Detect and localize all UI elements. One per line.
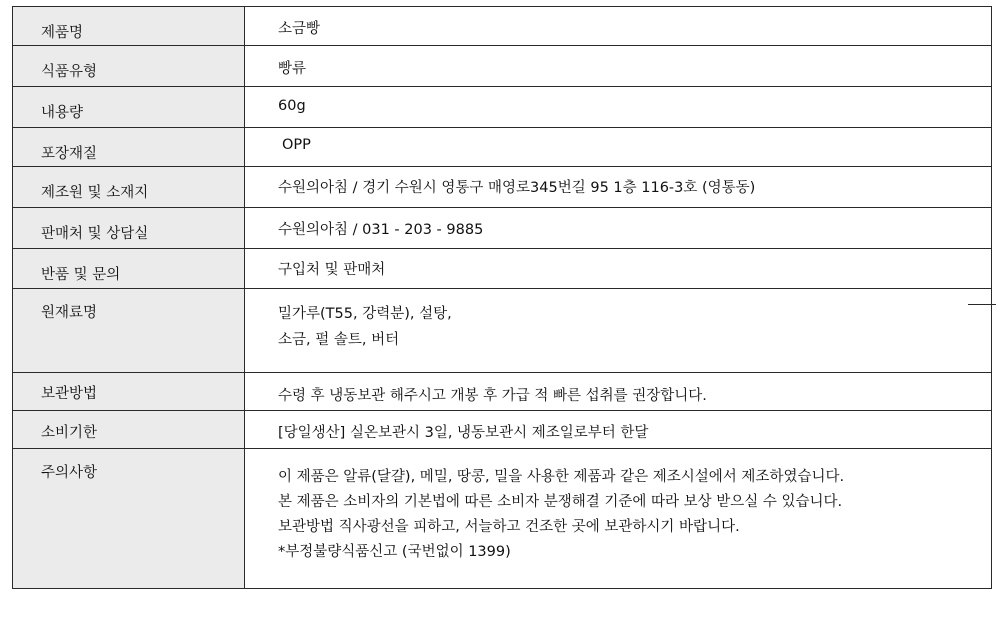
label-product-name <box>13 7 245 46</box>
value-caution <box>245 449 992 589</box>
value-line: 이 제품은 알류(달걀), 메밀, 땅콩, 밀을 사용한 제품과 같은 제조시설에서 제조하였습니다. <box>278 469 845 485</box>
label-net-content <box>13 87 245 128</box>
label-returns <box>13 249 245 289</box>
value-ingredients <box>245 289 992 373</box>
label-text: 포장재질 <box>41 146 98 162</box>
row-ingredients <box>13 289 992 373</box>
row-packaging <box>13 128 992 167</box>
label-food-type <box>13 46 245 87</box>
label-text: 반품 및 문의 <box>41 267 121 283</box>
label-text: 원재료명 <box>41 305 98 321</box>
value-line: 소금, 펄 솔트, 버터 <box>278 332 400 348</box>
value-returns <box>245 249 992 289</box>
label-text: 주의사항 <box>41 465 98 481</box>
product-info-table <box>12 6 992 589</box>
value-text: OPP <box>282 137 311 153</box>
value-product-name <box>245 7 992 46</box>
value-line: 본 제품은 소비자의 기본법에 따른 소비자 분쟁해결 기준에 따라 보상 받으실 수 있습니다. <box>278 494 843 510</box>
stray-line-divider <box>968 304 996 305</box>
value-packaging <box>245 128 992 167</box>
value-line: *부정불량식품신고 (국번없이 1399) <box>278 544 511 560</box>
value-text: [당일생산] 실온보관시 3일, 냉동보관시 제조일로부터 한달 <box>278 425 649 441</box>
value-text: 60g <box>278 98 306 114</box>
label-expiry <box>13 411 245 449</box>
value-text: 수원의아침 / 031 - 203 - 9885 <box>278 222 484 238</box>
value-line: 밀가루(T55, 강력분), 설탕, <box>278 306 452 322</box>
label-storage <box>13 373 245 411</box>
value-manufacturer <box>245 167 992 208</box>
label-text: 식품유형 <box>41 64 98 80</box>
row-returns <box>13 249 992 289</box>
row-food-type <box>13 46 992 87</box>
label-ingredients <box>13 289 245 373</box>
row-product-name <box>13 7 992 46</box>
label-text: 내용량 <box>41 105 84 121</box>
value-net-content <box>245 87 992 128</box>
row-caution <box>13 449 992 589</box>
label-text: 제조원 및 소재지 <box>41 185 149 201</box>
row-seller <box>13 208 992 249</box>
label-text: 보관방법 <box>41 386 98 402</box>
label-text: 제품명 <box>41 25 84 41</box>
value-food-type <box>245 46 992 87</box>
value-text: 소금빵 <box>278 21 321 37</box>
row-manufacturer <box>13 167 992 208</box>
value-storage <box>245 373 992 411</box>
row-net-content <box>13 87 992 128</box>
row-storage <box>13 373 992 411</box>
value-text: 수원의아침 / 경기 수원시 영통구 매영로345번길 95 1층 116-3호 (영통동) <box>278 180 756 196</box>
label-caution <box>13 449 245 589</box>
value-text: 빵류 <box>278 61 307 77</box>
label-packaging <box>13 128 245 167</box>
value-expiry <box>245 411 992 449</box>
label-seller <box>13 208 245 249</box>
value-line: 보관방법 직사광선을 피하고, 서늘하고 건조한 곳에 보관하시기 바랍니다. <box>278 519 740 535</box>
label-text: 소비기한 <box>41 425 98 441</box>
label-manufacturer <box>13 167 245 208</box>
label-text: 판매처 및 상담실 <box>41 226 149 242</box>
value-seller <box>245 208 992 249</box>
row-expiry <box>13 411 992 449</box>
value-text: 수령 후 냉동보관 해주시고 개봉 후 가급 적 빠른 섭취를 권장합니다. <box>278 388 707 404</box>
value-text: 구입처 및 판매처 <box>278 262 386 278</box>
